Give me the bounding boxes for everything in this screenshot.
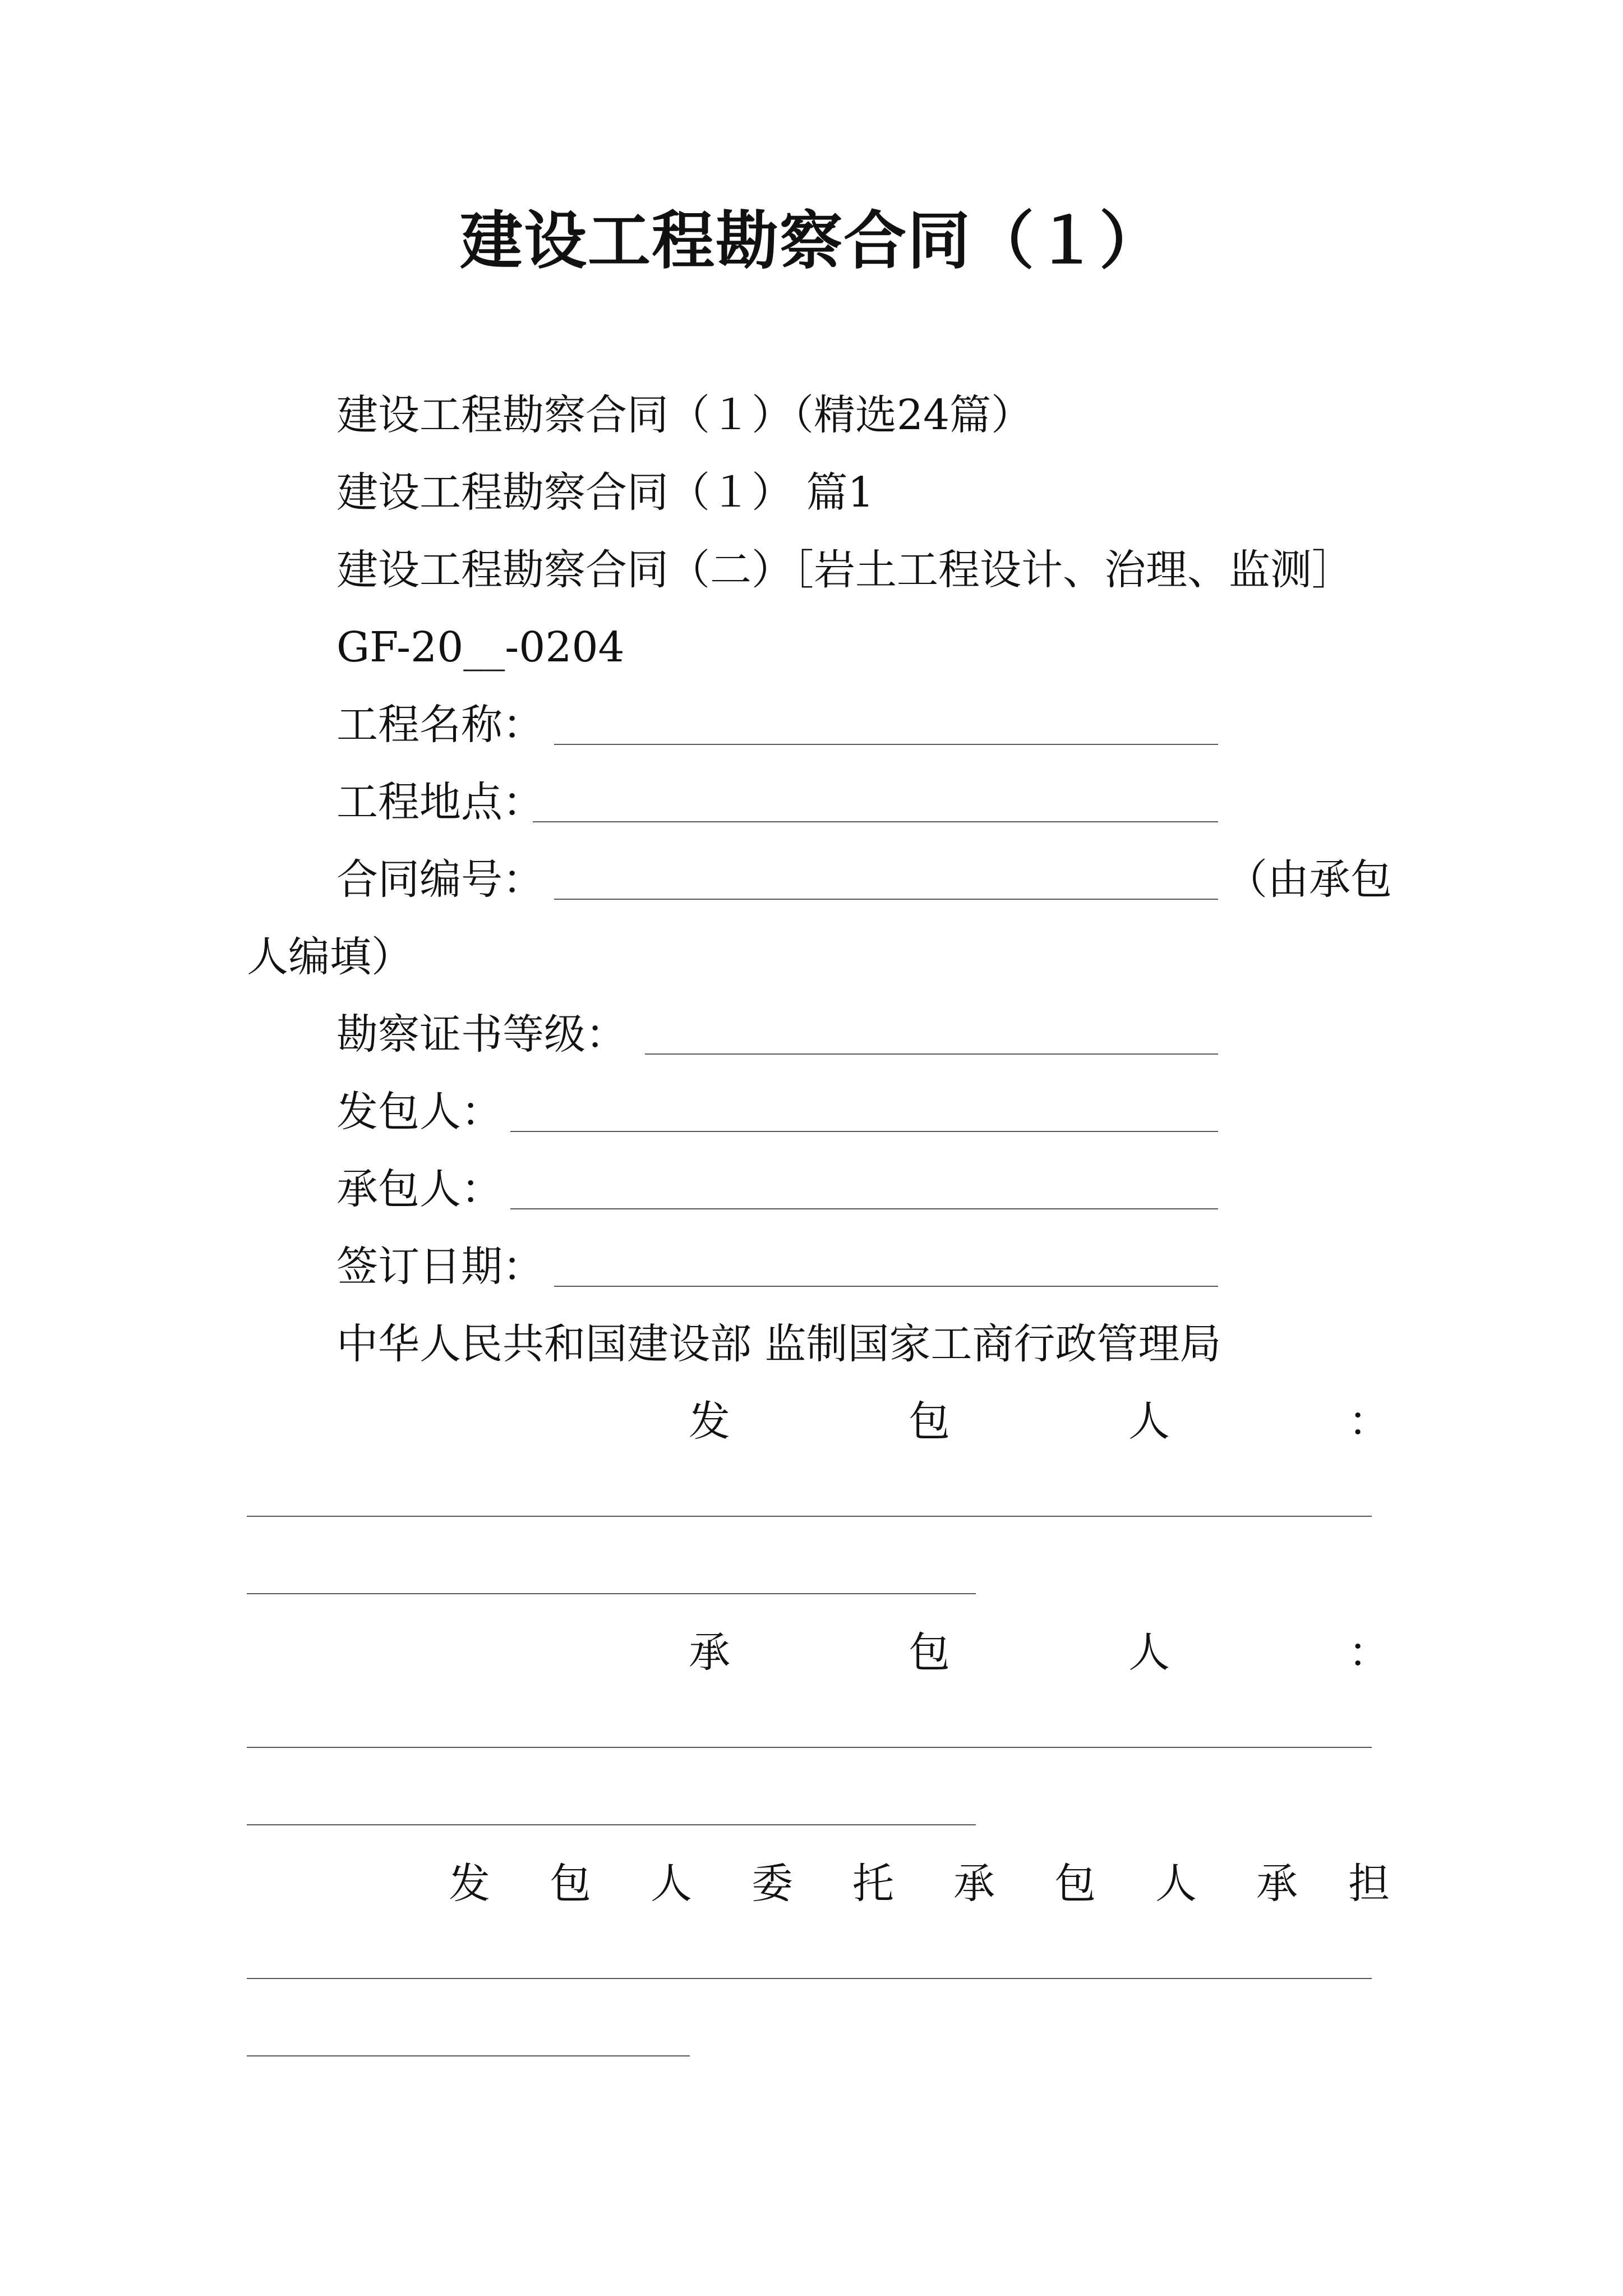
blank-underline [247,1516,1372,1517]
blank-underline [247,1824,976,1825]
issuer-line: 中华人民共和国建设部 监制国家工商行政管理局 [336,1320,1221,1368]
blank-underline [554,1286,1218,1287]
field-employer [336,1084,1402,1140]
field-sign-date [336,1239,1402,1295]
party-b-heading [0,1625,1623,1681]
field-label: 签订日期： [336,1243,544,1291]
blank-underline [554,744,1218,745]
field-note-continuation: 人编填） [247,933,413,981]
blank-underline [247,2055,690,2056]
party-b-char: ： [1348,1628,1390,1677]
entrust-char: 委 [751,1860,793,1908]
field-label: 合同编号： [336,855,544,904]
contract-type-line: 建设工程勘察合同（二）［岩土工程设计、治理、监测］ [336,546,1353,594]
party-a-char: 发 [689,1397,730,1446]
blank-underline [645,1053,1218,1055]
contract-code: GF-20__-0204 [336,623,625,671]
field-certificate-level [336,1006,1402,1062]
party-a-char: ： [1348,1397,1390,1446]
blank-underline [510,1131,1218,1132]
entrust-char: 包 [550,1860,591,1908]
section-heading: 建设工程勘察合同（１） 篇1 [336,468,874,517]
entrust-line [0,1856,1623,1912]
field-label: 工程地点： [336,778,544,826]
blank-underline [247,1747,1372,1748]
entrust-char: 包 [1054,1860,1096,1908]
blank-underline [247,1978,1372,1979]
entrust-char: 承 [953,1860,995,1908]
party-b-char: 承 [689,1628,730,1677]
entrust-char: 担 [1348,1860,1390,1908]
blank-underline [247,1593,976,1594]
field-label: 发包人： [336,1088,502,1136]
party-a-char: 人 [1128,1397,1170,1446]
field-label: 勘察证书等级： [336,1010,627,1059]
field-label: 工程名称： [336,701,544,749]
field-note: （由承包 [1226,855,1392,904]
document-title: 建设工程勘察合同（１） [460,204,1163,278]
field-project-location [336,774,1402,830]
field-contract-number [336,852,1430,908]
blank-underline [533,821,1218,822]
entrust-char: 人 [651,1860,692,1908]
blank-underline [554,899,1218,900]
subtitle-line: 建设工程勘察合同（１）（精选24篇） [336,391,1033,439]
party-b-char: 人 [1128,1628,1170,1677]
field-label: 承包人： [336,1165,502,1213]
blank-underline [510,1208,1218,1209]
party-a-heading [0,1393,1623,1450]
entrust-char: 人 [1155,1860,1197,1908]
entrust-char: 托 [852,1860,894,1908]
field-contractor [336,1161,1402,1217]
party-b-char: 包 [909,1628,950,1677]
party-a-char: 包 [909,1397,950,1446]
entrust-char: 承 [1256,1860,1298,1908]
field-project-name [336,697,1402,753]
entrust-char: 发 [449,1860,490,1908]
